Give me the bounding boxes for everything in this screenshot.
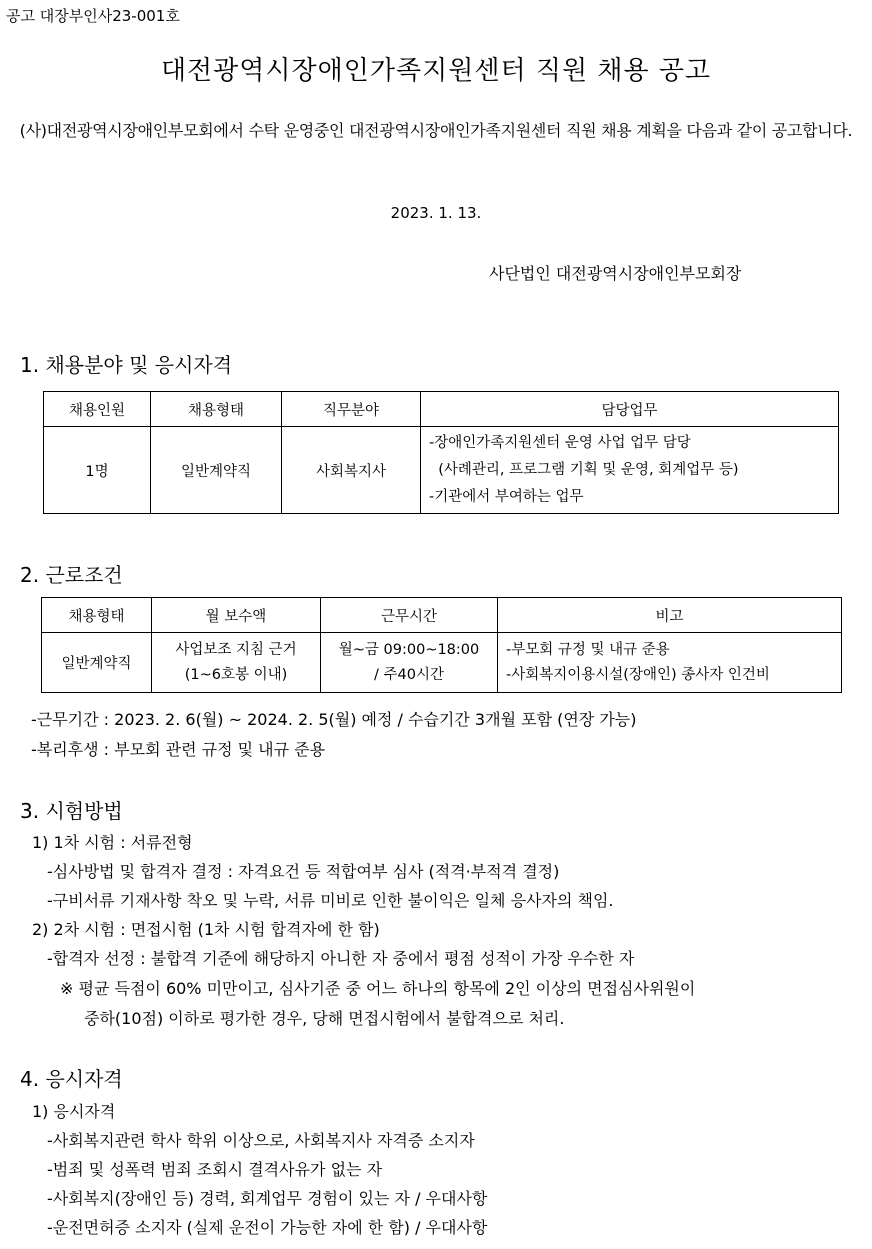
exam-line: 중하(10점) 이하로 평가한 경우, 당해 면접시험에서 불합격으로 처리.	[84, 1009, 565, 1028]
page-title: 대전광역시장애인가족지원센터 직원 채용 공고	[160, 56, 712, 86]
issuer: 사단법인 대전광역시장애인부모회장	[489, 264, 742, 283]
section3-heading: 3. 시험방법	[20, 799, 123, 823]
table-row	[44, 427, 839, 514]
qualification-line: -사회복지관련 학사 학위 이상으로, 사회복지사 자격증 소지자	[47, 1131, 475, 1150]
table-row	[42, 633, 842, 693]
duty-line: -기관에서 부여하는 업무	[429, 488, 584, 505]
header-cell: 직무분야	[282, 392, 421, 427]
recruitment-table	[43, 391, 839, 514]
duties-cell	[421, 427, 839, 514]
exam-line: -심사방법 및 합격자 결정 : 자격요건 등 적합여부 심사 (적격·부적격 결정)	[47, 862, 560, 881]
section4-heading: 4. 응시자격	[20, 1067, 123, 1091]
table-header-row	[44, 392, 839, 427]
header-cell: 채용인원	[44, 392, 151, 427]
pay-line: (1~6호봉 이내)	[184, 666, 288, 683]
header-cell: 월 보수액	[152, 598, 321, 633]
exam-line: 1) 1차 시험 : 서류전형	[32, 833, 193, 852]
header-cell: 채용형태	[42, 598, 152, 633]
intro-paragraph: (사)대전광역시장애인부모회에서 수탁 운영중인 대전광역시장애인가족지원센터 직원 채용 계획을 다음과 같이 공고합니다.	[19, 121, 853, 140]
period-line: -근무기간 : 2023. 2. 6(월) ~ 2024. 2. 5(월) 예정 / 수습기간 3개월 포함 (연장 가능)	[31, 710, 637, 729]
qualification-line: -범죄 및 성폭력 범죄 조회시 결격사유가 없는 자	[47, 1160, 383, 1179]
pay-cell	[152, 633, 321, 693]
exam-line: 2) 2차 시험 : 면접시험 (1차 시험 합격자에 한 함)	[32, 920, 380, 939]
field-cell: 사회복지사	[282, 427, 421, 514]
type-cell: 일반계약직	[42, 633, 152, 693]
count-cell: 1명	[44, 427, 151, 514]
duty-line: -장애인가족지원센터 운영 사업 업무 담당	[429, 434, 691, 451]
header-cell: 근무시간	[321, 598, 498, 633]
hours-cell	[321, 633, 498, 693]
conditions-table	[41, 597, 842, 693]
pay-line: 사업보조 지침 근거	[175, 641, 297, 658]
qualification-line: 1) 응시자격	[32, 1102, 116, 1121]
header-cell: 담당업무	[421, 392, 839, 427]
duty-line: (사례관리, 프로그램 기획 및 운영, 회계업무 등)	[429, 461, 739, 478]
exam-line: ※ 평균 득점이 60% 미만이고, 심사기준 중 어느 하나의 항목에 2인 이상의 면접심사위원이	[60, 979, 696, 998]
section2-heading: 2. 근로조건	[20, 563, 123, 587]
type-cell: 일반계약직	[151, 427, 282, 514]
qualification-line: -운전면허증 소지자 (실제 운전이 가능한 자에 한 함) / 우대사항	[47, 1218, 488, 1237]
qualification-line: -사회복지(장애인 등) 경력, 회계업무 경험이 있는 자 / 우대사항	[47, 1189, 488, 1208]
header-cell: 채용형태	[151, 392, 282, 427]
notice-number: 공고 대장부인사23-001호	[6, 7, 180, 25]
table-header-row	[42, 598, 842, 633]
welfare-line: -복리후생 : 부모회 관련 규정 및 내규 준용	[31, 740, 326, 759]
section1-heading: 1. 채용분야 및 응시자격	[20, 353, 233, 377]
note-line: -부모회 규정 및 내규 준용	[506, 641, 670, 658]
exam-line: -합격자 선정 : 불합격 기준에 해당하지 아니한 자 중에서 평점 성적이 가장 우수한 자	[47, 949, 635, 968]
notice-date: 2023. 1. 13.	[390, 204, 482, 222]
exam-line: -구비서류 기재사항 착오 및 누락, 서류 미비로 인한 불이익은 일체 응사자의 책임.	[47, 891, 614, 910]
header-cell: 비고	[498, 598, 842, 633]
hours-line: / 주40시간	[374, 666, 444, 683]
note-line: -사회복지이용시설(장애인) 종사자 인건비	[506, 666, 770, 683]
note-cell	[498, 633, 842, 693]
hours-line: 월~금 09:00~18:00	[338, 641, 480, 658]
